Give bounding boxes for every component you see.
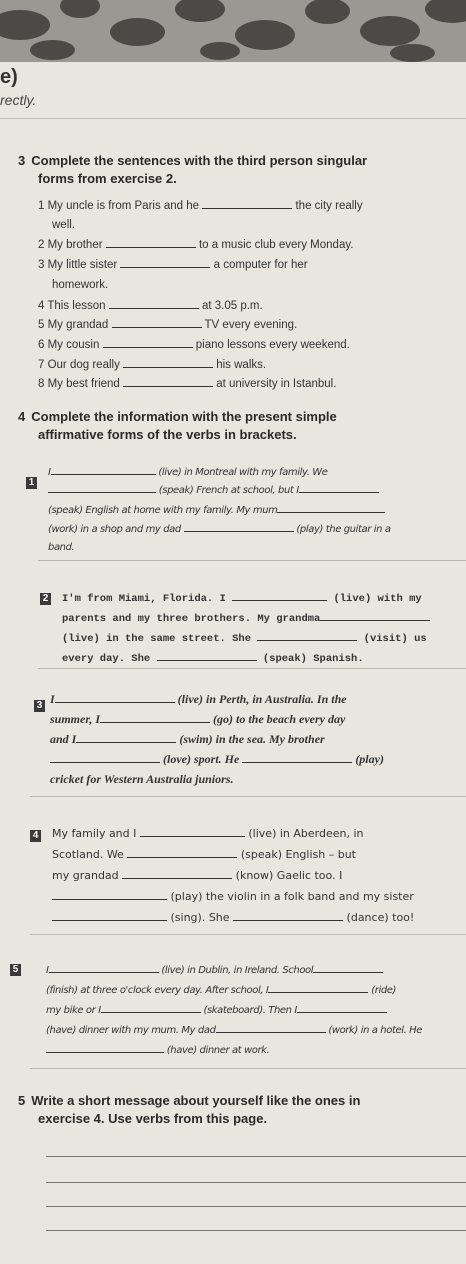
answer-blank[interactable]	[120, 257, 210, 268]
p4-line-2: Scotland. We (speak) English – but	[52, 848, 356, 861]
divider	[38, 560, 466, 561]
p3-line-3: and I (swim) in the sea. My brother	[50, 732, 325, 746]
ex3-item-6: 6 My cousin piano lessons every weekend.	[38, 339, 350, 351]
writing-line[interactable]	[46, 1156, 466, 1157]
p1-line-3: (speak) English at home with my family. My mum	[48, 502, 385, 518]
answer-blank[interactable]	[76, 732, 176, 743]
previous-exercise-tail: rectly.	[0, 92, 37, 108]
divider	[0, 118, 466, 119]
answer-blank[interactable]	[50, 752, 160, 763]
p4-line-5: (sing). She (dance) too!	[52, 910, 414, 925]
answer-blank[interactable]	[123, 357, 213, 368]
answer-blank[interactable]	[52, 889, 167, 900]
p1-line-4: (work) in a shop and my dad (play) the guitar in a	[48, 521, 391, 537]
answer-blank[interactable]	[216, 1022, 326, 1033]
answer-blank[interactable]	[101, 1002, 201, 1013]
answer-blank[interactable]	[46, 1042, 164, 1053]
answer-blank[interactable]	[52, 910, 167, 921]
p3-line-1: I (live) in Perth, in Australia. In the	[50, 692, 347, 706]
exercise-3-title-cont: forms from exercise 2.	[38, 171, 177, 186]
p3-line-5: cricket for Western Australia juniors.	[50, 772, 234, 786]
answer-blank[interactable]	[242, 752, 352, 763]
ex3-item-2: 2 My brother to a music club every Monday.	[38, 239, 354, 251]
answer-blank[interactable]	[202, 198, 292, 209]
exercise-4-title-cont: affirmative forms of the verbs in brackets.	[38, 427, 297, 442]
p2-line-3: (live) in the same street. She (visit) us	[62, 630, 427, 647]
answer-blank[interactable]	[106, 237, 196, 248]
answer-blank[interactable]	[299, 482, 379, 493]
divider	[30, 1068, 466, 1069]
answer-blank[interactable]	[140, 826, 245, 837]
writing-line[interactable]	[46, 1182, 466, 1183]
answer-blank[interactable]	[51, 464, 156, 475]
answer-blank[interactable]	[112, 317, 202, 328]
paragraph-number: 1	[26, 477, 37, 489]
answer-blank[interactable]	[320, 610, 430, 621]
answer-blank[interactable]	[122, 868, 232, 879]
ex3-item-8: 8 My best friend at university in Istanbul.	[38, 378, 337, 390]
p1-line-1: I (live) in Montreal with my family. We	[48, 464, 328, 480]
paragraph-number: 4	[30, 830, 41, 842]
answer-blank[interactable]	[55, 692, 175, 703]
answer-blank[interactable]	[127, 847, 237, 858]
answer-blank[interactable]	[297, 1002, 387, 1013]
answer-blank[interactable]	[100, 712, 210, 723]
writing-line[interactable]	[46, 1230, 466, 1231]
ex3-item-3-cont: homework.	[52, 279, 109, 291]
answer-blank[interactable]	[109, 298, 199, 309]
p4-line-3: my grandad (know) Gaelic too. I	[52, 869, 343, 882]
exercise-4-title: 4 Complete the information with the present simple	[18, 409, 337, 424]
p4-line-4: (play) the violin in a folk band and my sister	[52, 889, 414, 904]
answer-blank[interactable]	[49, 962, 159, 973]
paragraph-number: 3	[34, 700, 45, 712]
answer-blank[interactable]	[232, 590, 327, 601]
answer-blank[interactable]	[103, 337, 193, 348]
answer-blank[interactable]	[184, 521, 294, 532]
exercise-5-title: 5 Write a short message about yourself like the ones in	[18, 1093, 361, 1108]
paragraph-number: 2	[40, 593, 51, 605]
answer-blank[interactable]	[123, 376, 213, 387]
exercise-5-title-cont: exercise 4. Use verbs from this page.	[38, 1111, 268, 1126]
answer-blank[interactable]	[48, 482, 156, 493]
p4-line-1: My family and I (live) in Aberdeen, in	[52, 827, 364, 840]
divider	[38, 668, 466, 669]
ex3-item-4: 4 This lesson at 3.05 p.m.	[38, 300, 263, 312]
answer-blank[interactable]	[257, 630, 357, 641]
ex3-item-1: 1 My uncle is from Paris and he the city really	[38, 200, 363, 212]
p2-line-4: every day. She (speak) Spanish.	[62, 650, 364, 667]
p3-line-2: summer, I (go) to the beach every day	[50, 712, 346, 726]
p1-line-2: (speak) French at school, but I	[48, 482, 379, 498]
p5-line-2: (finish) at three o'clock every day. After school, I (ride)	[46, 982, 396, 998]
p3-line-4: (love) sport. He (play)	[50, 752, 384, 767]
answer-blank[interactable]	[233, 910, 343, 921]
p2-line-1: I'm from Miami, Florida. I (live) with my	[62, 590, 422, 607]
divider	[30, 796, 466, 797]
p5-line-3: my bike or I (skateboard). Then I	[46, 1002, 387, 1018]
p5-line-5: (have) dinner at work.	[46, 1042, 269, 1058]
answer-blank[interactable]	[277, 502, 385, 513]
p2-line-2: parents and my three brothers. My grandma	[62, 610, 430, 627]
p1-line-5: band.	[48, 542, 75, 553]
p5-line-4: (have) dinner with my mum. My dad (work) in a hotel. He	[46, 1022, 422, 1038]
ex3-item-7: 7 Our dog really his walks.	[38, 359, 267, 371]
page-top-edge	[0, 0, 466, 62]
ex3-item-3: 3 My little sister a computer for her	[38, 259, 308, 271]
previous-exercise-letter: e)	[0, 66, 18, 88]
answer-blank[interactable]	[313, 962, 383, 973]
answer-blank[interactable]	[157, 650, 257, 661]
writing-line[interactable]	[46, 1206, 466, 1207]
exercise-3-title: 3 Complete the sentences with the third person singular	[18, 153, 368, 168]
paragraph-number: 5	[10, 964, 21, 976]
divider	[30, 934, 466, 935]
ex3-item-1-cont: well.	[52, 219, 76, 231]
answer-blank[interactable]	[268, 982, 368, 993]
p5-line-1: I (live) in Dublin, in Ireland. School	[46, 962, 383, 978]
ex3-item-5: 5 My grandad TV every evening.	[38, 319, 298, 331]
